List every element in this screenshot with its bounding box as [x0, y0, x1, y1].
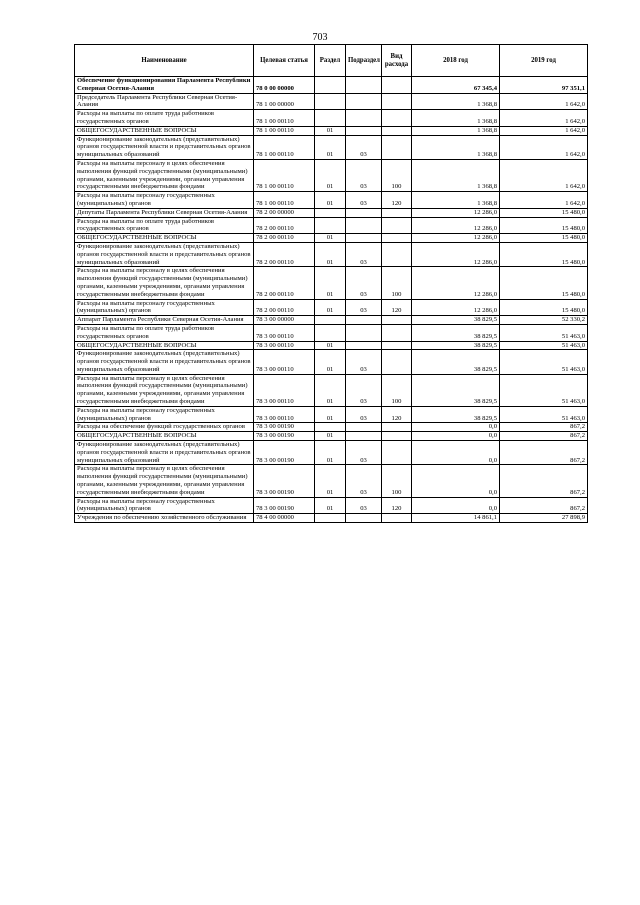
- cell-amount-2019: 15 480,0: [500, 208, 588, 217]
- cell-name: ОБЩЕГОСУДАРСТВЕННЫЕ ВОПРОСЫ: [75, 432, 254, 441]
- table-row: [75, 324, 588, 341]
- cell-expense-type: [382, 242, 412, 266]
- cell-name: Учреждения по обеспечению хозяйственного обслуживания: [75, 514, 254, 523]
- cell-name: Функционирование законодательных (представительных) органов государственной власти и представительных органов муниципальных образований: [75, 135, 254, 159]
- cell-expense-type: 120: [382, 406, 412, 423]
- cell-amount-2018: 12 286,0: [412, 299, 500, 316]
- cell-expense-type: [382, 135, 412, 159]
- cell-expense-type: [382, 423, 412, 432]
- cell-amount-2019: 15 480,0: [500, 242, 588, 266]
- cell-section: 01: [315, 299, 346, 316]
- cell-expense-type: 100: [382, 159, 412, 191]
- cell-amount-2018: 12 286,0: [412, 267, 500, 299]
- cell-section: 01: [315, 126, 346, 135]
- header-subsection: Подраздел: [346, 45, 382, 77]
- cell-amount-2018: 1 368,8: [412, 93, 500, 110]
- cell-amount-2018: 1 368,8: [412, 135, 500, 159]
- cell-target-code: 78 2 00 00110: [254, 234, 315, 243]
- table-row: [75, 110, 588, 127]
- cell-section: [315, 77, 346, 94]
- cell-amount-2019: 52 330,2: [500, 316, 588, 325]
- cell-target-code: 78 3 00 00110: [254, 350, 315, 374]
- cell-subsection: 03: [346, 441, 382, 465]
- table-row: [75, 341, 588, 350]
- cell-name: Функционирование законодательных (представительных) органов государственной власти и представительных органов муниципальных образований: [75, 350, 254, 374]
- cell-subsection: [346, 126, 382, 135]
- cell-subsection: [346, 208, 382, 217]
- cell-amount-2019: 15 480,0: [500, 299, 588, 316]
- cell-amount-2019: 97 351,1: [500, 77, 588, 94]
- table-row: [75, 77, 588, 94]
- cell-amount-2019: 867,2: [500, 423, 588, 432]
- cell-amount-2018: 0,0: [412, 432, 500, 441]
- cell-section: [315, 423, 346, 432]
- cell-expense-type: [382, 208, 412, 217]
- cell-section: 01: [315, 267, 346, 299]
- header-target-code: Целевая статья: [254, 45, 315, 77]
- cell-subsection: 03: [346, 299, 382, 316]
- cell-target-code: 78 1 00 00110: [254, 159, 315, 191]
- cell-expense-type: [382, 432, 412, 441]
- cell-name: ОБЩЕГОСУДАРСТВЕННЫЕ ВОПРОСЫ: [75, 234, 254, 243]
- cell-subsection: 03: [346, 135, 382, 159]
- cell-section: [315, 324, 346, 341]
- header-section: Раздел: [315, 45, 346, 77]
- cell-expense-type: 100: [382, 374, 412, 406]
- cell-amount-2018: 38 829,5: [412, 324, 500, 341]
- cell-target-code: 78 2 00 00000: [254, 208, 315, 217]
- cell-amount-2018: 1 368,8: [412, 110, 500, 127]
- cell-name: Обеспечение функционирования Парламента Республики Северная Осетия-Алания: [75, 77, 254, 94]
- cell-expense-type: [382, 324, 412, 341]
- cell-section: [315, 316, 346, 325]
- cell-name: Расходы на выплаты персоналу в целях обеспечения выполнения функций государственными (муниципальными) органами, казенными учреждениями, органами управления государственными внебюджетными фондами: [75, 159, 254, 191]
- cell-amount-2018: 38 829,5: [412, 374, 500, 406]
- table-row: [75, 208, 588, 217]
- cell-subsection: 03: [346, 465, 382, 497]
- cell-subsection: [346, 324, 382, 341]
- cell-section: 01: [315, 159, 346, 191]
- table-row: [75, 514, 588, 523]
- cell-subsection: 03: [346, 242, 382, 266]
- cell-target-code: 78 1 00 00110: [254, 135, 315, 159]
- cell-expense-type: 120: [382, 299, 412, 316]
- cell-amount-2019: 51 463,0: [500, 341, 588, 350]
- cell-target-code: 78 2 00 00110: [254, 299, 315, 316]
- cell-subsection: 03: [346, 192, 382, 209]
- cell-target-code: 78 3 00 00190: [254, 465, 315, 497]
- cell-target-code: 78 2 00 00110: [254, 217, 315, 234]
- cell-name: Функционирование законодательных (представительных) органов государственной власти и представительных органов муниципальных образований: [75, 441, 254, 465]
- cell-name: Расходы на выплаты персоналу в целях обеспечения выполнения функций государственными (муниципальными) органами, казенными учреждениями, органами управления государственными внебюджетными фондами: [75, 374, 254, 406]
- header-year-2019: 2019 год: [500, 45, 588, 77]
- cell-amount-2018: 12 286,0: [412, 217, 500, 234]
- cell-name: Расходы на выплаты персоналу в целях обеспечения выполнения функций государственными (муниципальными) органами, казенными учреждениями, органами управления государственными внебюджетными фондами: [75, 465, 254, 497]
- table-row: [75, 242, 588, 266]
- cell-section: 01: [315, 497, 346, 514]
- cell-expense-type: 100: [382, 267, 412, 299]
- cell-target-code: 78 3 00 00110: [254, 374, 315, 406]
- cell-name: Расходы на выплаты персоналу государственных (муниципальных) органов: [75, 299, 254, 316]
- cell-subsection: 03: [346, 267, 382, 299]
- cell-subsection: [346, 341, 382, 350]
- cell-section: 01: [315, 242, 346, 266]
- cell-subsection: [346, 432, 382, 441]
- cell-target-code: 78 1 00 00110: [254, 192, 315, 209]
- header-year-2018: 2018 год: [412, 45, 500, 77]
- cell-name: Депутаты Парламента Республики Северная Осетия-Алания: [75, 208, 254, 217]
- table-row: [75, 217, 588, 234]
- cell-subsection: [346, 316, 382, 325]
- cell-section: 01: [315, 406, 346, 423]
- cell-section: [315, 93, 346, 110]
- cell-subsection: [346, 93, 382, 110]
- cell-target-code: 78 3 00 00110: [254, 406, 315, 423]
- table-row: [75, 159, 588, 191]
- table-row: [75, 465, 588, 497]
- cell-amount-2018: 1 368,8: [412, 192, 500, 209]
- cell-amount-2019: 15 480,0: [500, 217, 588, 234]
- cell-expense-type: [382, 234, 412, 243]
- cell-name: Расходы на выплаты персоналу государственных (муниципальных) органов: [75, 192, 254, 209]
- cell-target-code: 78 3 00 00190: [254, 423, 315, 432]
- table-row: [75, 406, 588, 423]
- cell-name: Расходы на выплаты персоналу государственных (муниципальных) органов: [75, 497, 254, 514]
- page-number: 703: [312, 32, 328, 43]
- cell-name: ОБЩЕГОСУДАРСТВЕННЫЕ ВОПРОСЫ: [75, 126, 254, 135]
- cell-section: [315, 110, 346, 127]
- cell-target-code: 78 1 00 00110: [254, 126, 315, 135]
- cell-subsection: 03: [346, 350, 382, 374]
- cell-section: 01: [315, 350, 346, 374]
- cell-name: Председатель Парламента Республики Северная Осетия-Алания: [75, 93, 254, 110]
- cell-amount-2019: 1 642,0: [500, 159, 588, 191]
- cell-target-code: 78 1 00 00000: [254, 93, 315, 110]
- cell-amount-2019: 51 463,0: [500, 324, 588, 341]
- cell-target-code: 78 3 00 00110: [254, 324, 315, 341]
- cell-amount-2018: 67 345,4: [412, 77, 500, 94]
- cell-section: 01: [315, 441, 346, 465]
- cell-subsection: 03: [346, 159, 382, 191]
- cell-subsection: [346, 110, 382, 127]
- cell-amount-2019: 867,2: [500, 465, 588, 497]
- cell-target-code: 78 2 00 00110: [254, 242, 315, 266]
- table-row: [75, 267, 588, 299]
- cell-amount-2019: 27 898,9: [500, 514, 588, 523]
- cell-expense-type: [382, 110, 412, 127]
- table-row: [75, 126, 588, 135]
- cell-name: ОБЩЕГОСУДАРСТВЕННЫЕ ВОПРОСЫ: [75, 341, 254, 350]
- cell-name: Аппарат Парламента Республики Северная Осетия-Алания: [75, 316, 254, 325]
- cell-subsection: 03: [346, 497, 382, 514]
- cell-target-code: 78 2 00 00110: [254, 267, 315, 299]
- cell-section: [315, 208, 346, 217]
- table-row: [75, 497, 588, 514]
- cell-subsection: [346, 234, 382, 243]
- cell-expense-type: [382, 77, 412, 94]
- cell-amount-2018: 1 368,8: [412, 159, 500, 191]
- cell-name: Расходы на выплаты по оплате труда работников государственных органов: [75, 110, 254, 127]
- cell-name: Расходы на выплаты по оплате труда работников государственных органов: [75, 217, 254, 234]
- cell-amount-2018: 1 368,8: [412, 126, 500, 135]
- cell-amount-2019: 1 642,0: [500, 135, 588, 159]
- cell-section: 01: [315, 192, 346, 209]
- cell-subsection: [346, 217, 382, 234]
- cell-amount-2018: 12 286,0: [412, 208, 500, 217]
- cell-amount-2018: 38 829,5: [412, 350, 500, 374]
- cell-amount-2018: 38 829,5: [412, 341, 500, 350]
- cell-expense-type: 120: [382, 497, 412, 514]
- table-row: [75, 374, 588, 406]
- cell-target-code: 78 3 00 00190: [254, 432, 315, 441]
- cell-amount-2019: 1 642,0: [500, 110, 588, 127]
- cell-expense-type: [382, 441, 412, 465]
- table-row: [75, 192, 588, 209]
- cell-amount-2018: 12 286,0: [412, 234, 500, 243]
- cell-amount-2019: 51 463,0: [500, 406, 588, 423]
- cell-amount-2018: 38 829,5: [412, 406, 500, 423]
- cell-subsection: [346, 514, 382, 523]
- cell-name: Функционирование законодательных (представительных) органов государственной власти и представительных органов муниципальных образований: [75, 242, 254, 266]
- header-expense-type: Вид расхода: [382, 45, 412, 77]
- cell-subsection: [346, 77, 382, 94]
- table-header-row: [75, 45, 588, 77]
- cell-amount-2019: 51 463,0: [500, 350, 588, 374]
- header-name: Наименование: [75, 45, 254, 77]
- cell-amount-2019: 867,2: [500, 441, 588, 465]
- cell-subsection: [346, 423, 382, 432]
- cell-target-code: 78 0 00 00000: [254, 77, 315, 94]
- cell-amount-2019: 15 480,0: [500, 234, 588, 243]
- table-row: [75, 423, 588, 432]
- cell-section: 01: [315, 432, 346, 441]
- table-row: [75, 93, 588, 110]
- cell-section: [315, 514, 346, 523]
- cell-amount-2018: 0,0: [412, 465, 500, 497]
- cell-expense-type: [382, 316, 412, 325]
- cell-target-code: 78 3 00 00190: [254, 497, 315, 514]
- cell-target-code: 78 3 00 00000: [254, 316, 315, 325]
- cell-subsection: 03: [346, 374, 382, 406]
- table-body: [75, 77, 588, 523]
- table-row: [75, 299, 588, 316]
- cell-amount-2019: 867,2: [500, 432, 588, 441]
- cell-amount-2018: 0,0: [412, 497, 500, 514]
- cell-name: Расходы на выплаты персоналу в целях обеспечения выполнения функций государственными (муниципальными) органами, казенными учреждениями, органами управления государственными внебюджетными фондами: [75, 267, 254, 299]
- cell-expense-type: [382, 126, 412, 135]
- cell-amount-2019: 51 463,0: [500, 374, 588, 406]
- cell-amount-2018: 0,0: [412, 423, 500, 432]
- cell-expense-type: 100: [382, 465, 412, 497]
- cell-expense-type: 120: [382, 192, 412, 209]
- cell-amount-2019: 867,2: [500, 497, 588, 514]
- cell-name: Расходы на выплаты по оплате труда работников государственных органов: [75, 324, 254, 341]
- table-row: [75, 350, 588, 374]
- cell-section: 01: [315, 374, 346, 406]
- cell-target-code: 78 1 00 00110: [254, 110, 315, 127]
- table-row: [75, 316, 588, 325]
- cell-name: Расходы на обеспечение функций государственных органов: [75, 423, 254, 432]
- cell-amount-2018: 12 286,0: [412, 242, 500, 266]
- cell-amount-2018: 14 861,1: [412, 514, 500, 523]
- cell-expense-type: [382, 341, 412, 350]
- cell-amount-2019: 1 642,0: [500, 93, 588, 110]
- table-row: [75, 441, 588, 465]
- cell-expense-type: [382, 350, 412, 374]
- cell-section: 01: [315, 135, 346, 159]
- cell-amount-2019: 1 642,0: [500, 126, 588, 135]
- cell-amount-2019: 1 642,0: [500, 192, 588, 209]
- cell-name: Расходы на выплаты персоналу государственных (муниципальных) органов: [75, 406, 254, 423]
- cell-amount-2018: 0,0: [412, 441, 500, 465]
- cell-expense-type: [382, 93, 412, 110]
- cell-expense-type: [382, 217, 412, 234]
- cell-subsection: 03: [346, 406, 382, 423]
- cell-amount-2019: 15 480,0: [500, 267, 588, 299]
- table-row: [75, 432, 588, 441]
- cell-section: 01: [315, 341, 346, 350]
- budget-table: [74, 44, 588, 523]
- cell-amount-2018: 38 829,5: [412, 316, 500, 325]
- cell-target-code: 78 4 00 00000: [254, 514, 315, 523]
- table-row: [75, 135, 588, 159]
- cell-target-code: 78 3 00 00190: [254, 441, 315, 465]
- cell-expense-type: [382, 514, 412, 523]
- cell-section: 01: [315, 234, 346, 243]
- cell-target-code: 78 3 00 00110: [254, 341, 315, 350]
- cell-section: 01: [315, 465, 346, 497]
- cell-section: [315, 217, 346, 234]
- table-row: [75, 234, 588, 243]
